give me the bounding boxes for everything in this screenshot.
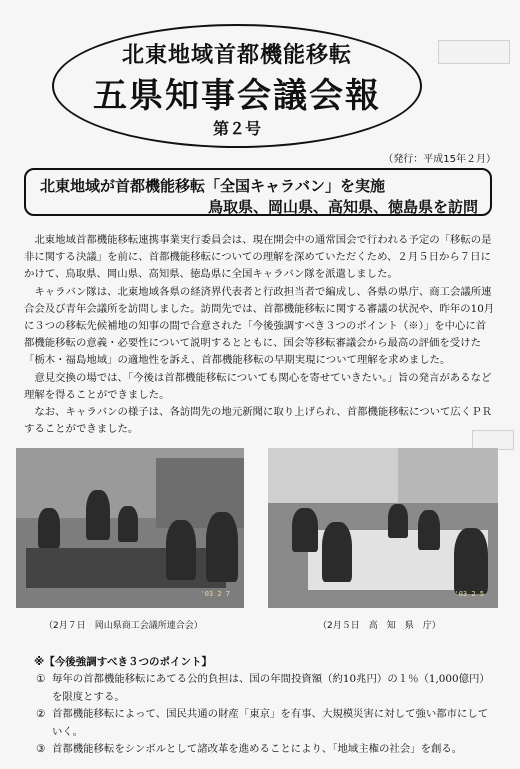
photo-person bbox=[38, 508, 60, 548]
meeting-photo-kochi bbox=[268, 448, 498, 608]
photo-person bbox=[292, 508, 318, 552]
photo-person bbox=[206, 512, 238, 582]
list-item bbox=[36, 741, 496, 759]
headline-box bbox=[24, 168, 492, 216]
key-points bbox=[34, 654, 496, 759]
photo-window bbox=[268, 448, 398, 503]
item-number: ② bbox=[36, 708, 46, 720]
key-points-title: ※【今後強調すべき３つのポイント】 bbox=[34, 656, 212, 668]
key-points-list bbox=[34, 671, 496, 759]
photo-date-stamp: '03 2 5 bbox=[454, 590, 484, 598]
paragraph: 北東地域首都機能移転連携事業実行委員会は、現在開会中の通常国会で行われる予定の「移転の是非に関する決議」を前に、首都機能移転についての理解を深めていただくため、２月５日から７日にかけて、鳥取県、岡山県、高知県、徳島県に全国キャラバン隊を派遣しました。 bbox=[24, 234, 492, 281]
item-text: 首都機能移転をシンボルとして諸改革を進めることにより、「地域主権の社会」を創る。 bbox=[52, 743, 463, 755]
item-number: ③ bbox=[36, 743, 46, 755]
list-item bbox=[36, 706, 496, 741]
publication-date: （発行：平成15年２月） bbox=[383, 154, 496, 165]
list-item bbox=[36, 671, 496, 706]
photo-person bbox=[118, 506, 138, 542]
article-body bbox=[24, 232, 496, 438]
photo-person bbox=[388, 504, 408, 538]
paragraph: なお、キャラバンの様子は、各訪問先の地元新聞に取り上げられ、首都機能移転について広くＰＲすることができました。 bbox=[24, 406, 492, 436]
paragraph: 意見交換の場では、「今後は首都機能移転についても関心を寄せていきたい。」旨の発言があるなど理解を得ることができました。 bbox=[24, 371, 492, 401]
meeting-photo-okayama bbox=[16, 448, 244, 608]
issue-number: 第２号 bbox=[212, 119, 261, 138]
masthead-oval bbox=[52, 24, 422, 148]
headline-line1: 北東地域が首都機能移転「全国キャラバン」を実施 bbox=[40, 177, 386, 195]
faint-box bbox=[438, 40, 510, 64]
photo-person bbox=[166, 520, 196, 580]
paragraph: キャラバン隊は、北東地域各県の経済界代表者と行政担当者で編成し、各県の県庁、商工会議所連合会及び青年会議所を訪問しました。訪問先では、首都機能移転に関する審議の状況や、昨年の10月に３つの移転先候補地の知事の間で合意された「今後強調すべき３つのポイント（※）」を中心に首都機能移転の意義・必要性について説明するとともに、国会等移転審議会から最高の評価を受けた「栃木・福島地域」の適地性を訴え、首都機能移転の早期実現について理解を求めました。 bbox=[24, 285, 495, 367]
masthead-title-line1: 北東地域首都機能移転 bbox=[121, 43, 352, 68]
photo-person bbox=[322, 522, 352, 582]
item-text: 首都機能移転によって、国民共通の財産「東京」を有事、大規模災害に対して強い都市にしていく。 bbox=[52, 708, 489, 738]
photo-date-stamp: '03 2 7 bbox=[200, 590, 230, 598]
photo-person bbox=[418, 510, 440, 550]
photo-table bbox=[26, 548, 226, 588]
headline-line2: 鳥取県、岡山県、高知県、徳島県を訪問 bbox=[207, 198, 478, 216]
item-number: ① bbox=[36, 673, 46, 685]
photo-caption: （2月５日 高 知 県 庁） bbox=[318, 621, 441, 631]
item-text: 毎年の首都機能移転にあてる公的負担は、国の年間投資額（約10兆円）の１％（1,000億円）を限度とする。 bbox=[52, 673, 490, 703]
masthead-title-line2: 五県知事会議会報 bbox=[93, 76, 381, 116]
photo-person bbox=[86, 490, 110, 540]
photo-person bbox=[454, 528, 488, 594]
photo-caption: （2月７日 岡山県商工会議所連合会） bbox=[44, 621, 203, 631]
